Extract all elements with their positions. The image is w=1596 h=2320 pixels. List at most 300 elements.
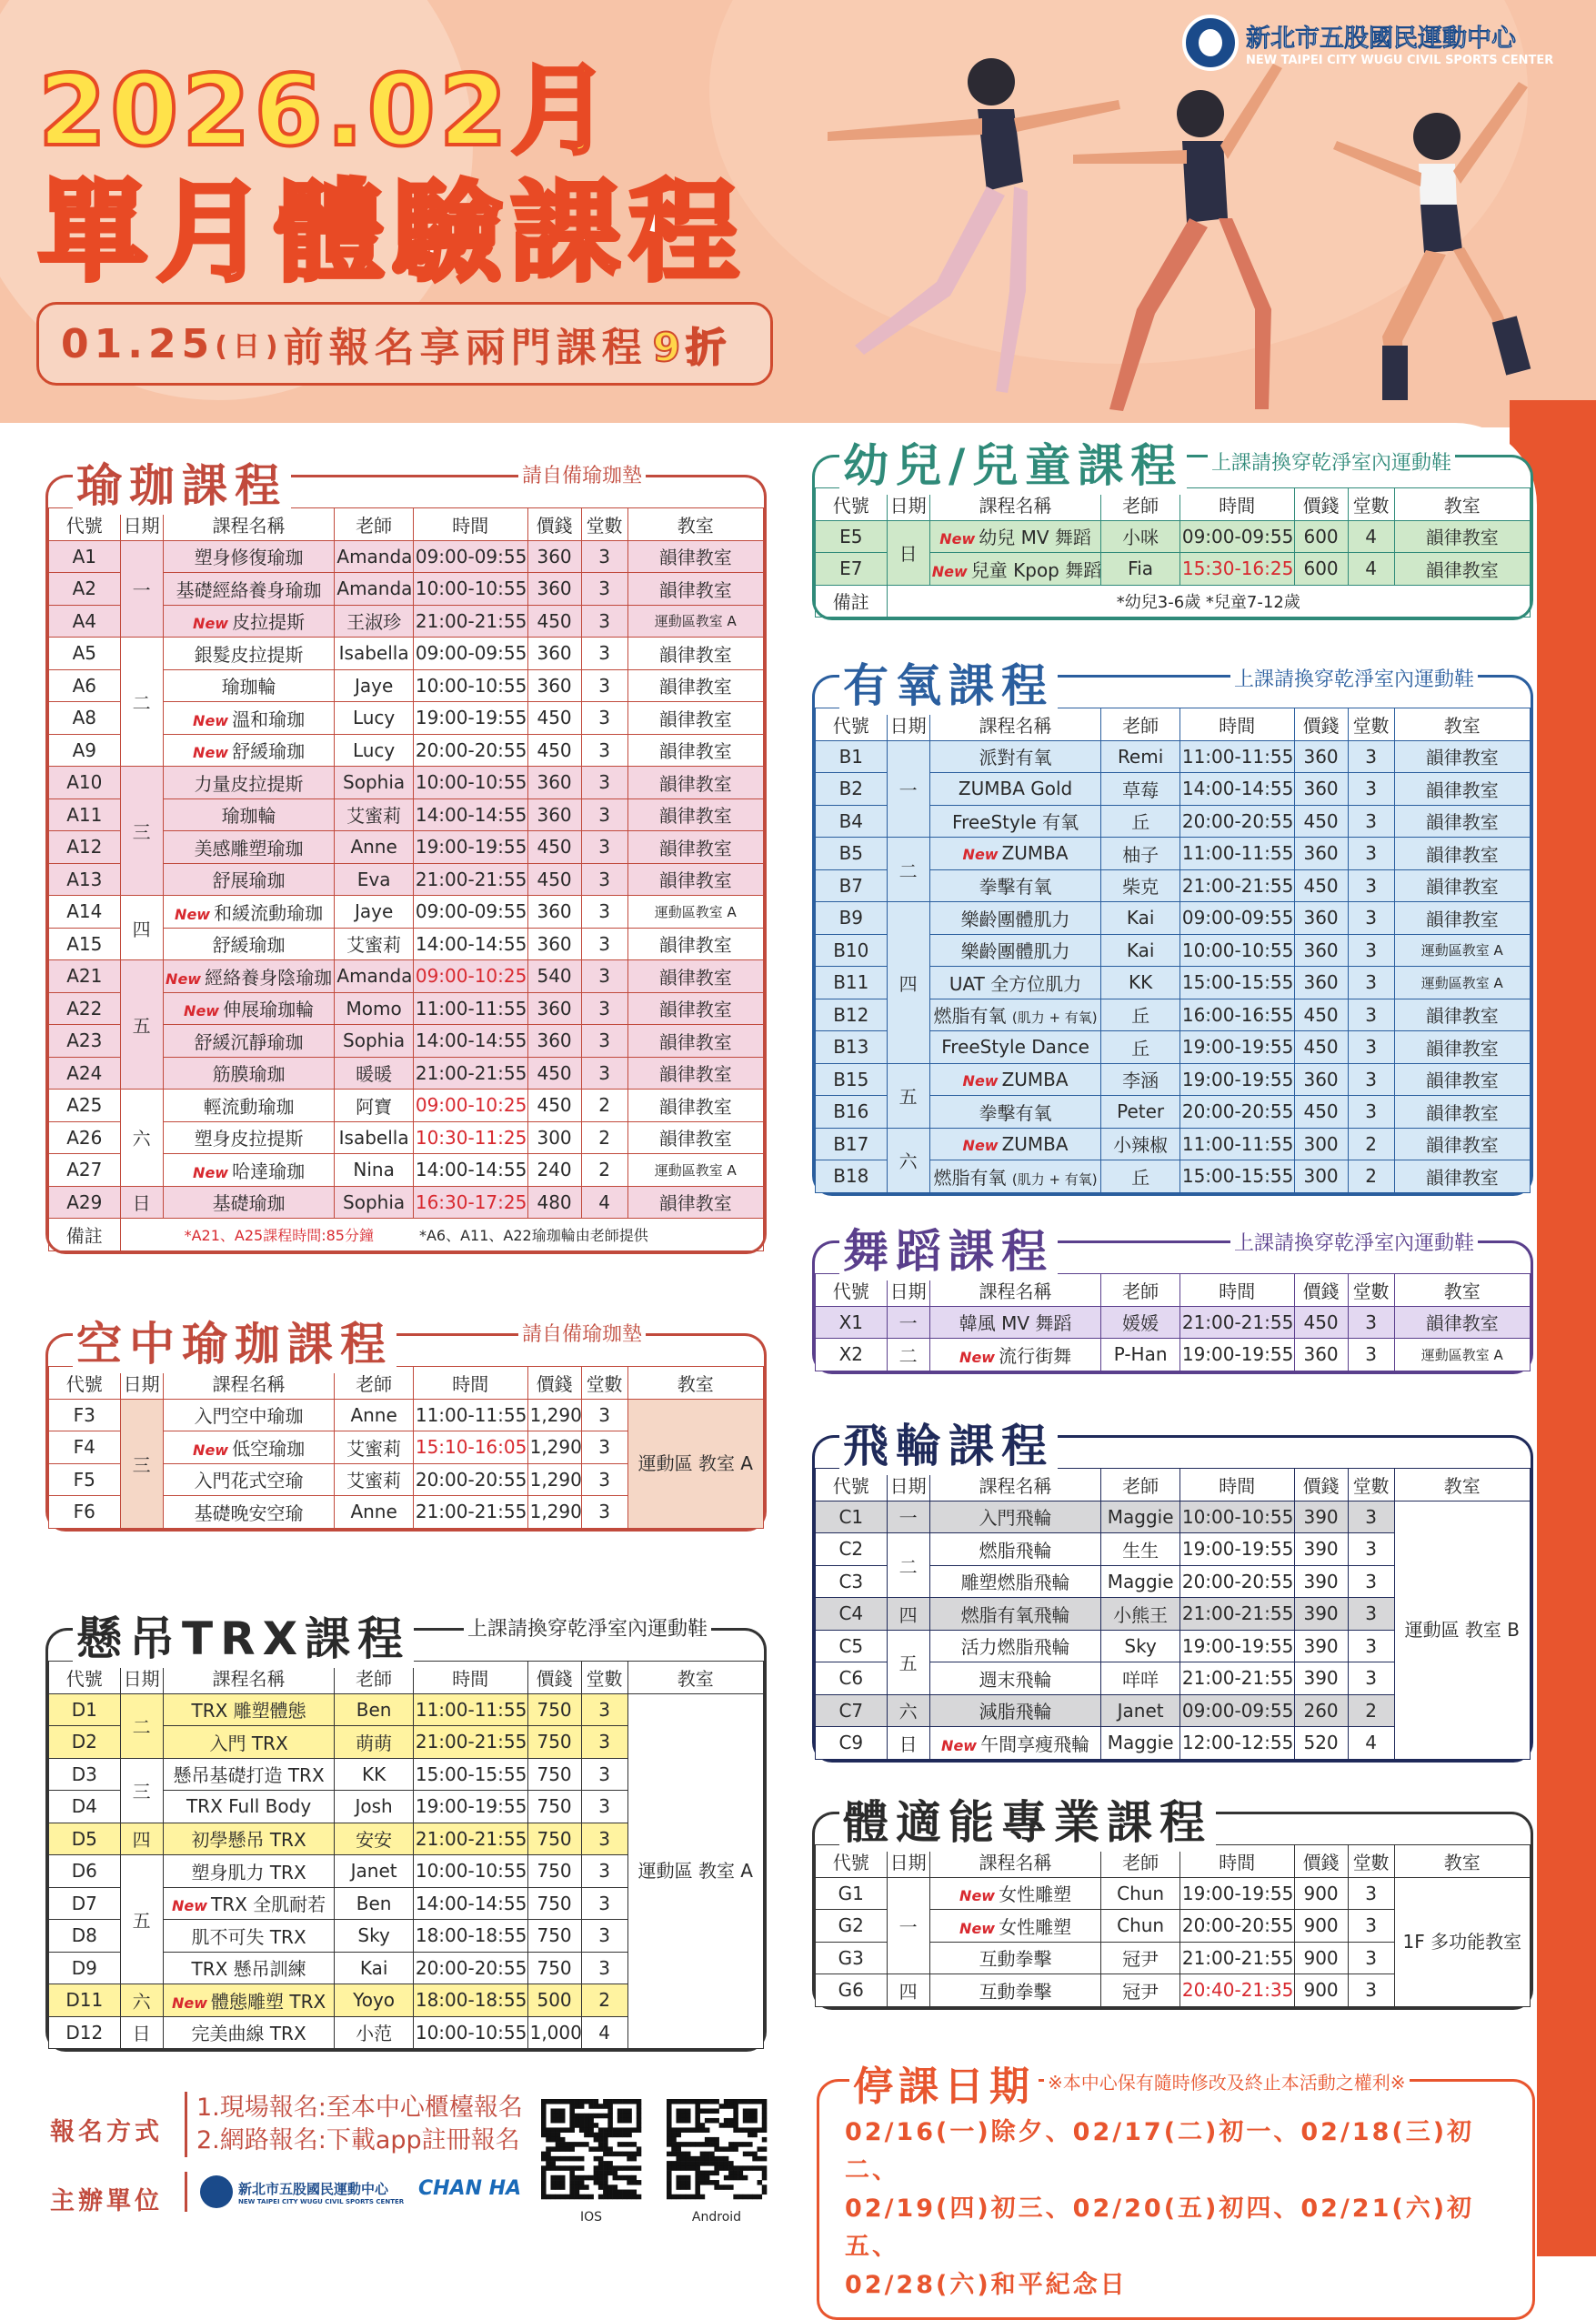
- course-sessions: 3: [1348, 1096, 1394, 1129]
- course-code: D11: [49, 1984, 121, 2017]
- closure-line: 02/28(六)和平紀念日: [845, 2271, 1128, 2299]
- course-title: 入門 TRX: [209, 1732, 288, 1754]
- remark-text: *幼兒3-6歲 *兒童7-12歲: [887, 585, 1530, 618]
- column-header: 時間: [1179, 488, 1294, 521]
- course-time: 09:00-10:25: [413, 960, 527, 993]
- course-code: A4: [49, 605, 121, 638]
- course-teacher: Sophia: [335, 767, 413, 799]
- dance-section: [812, 1213, 1533, 1374]
- course-sessions: 3: [1348, 967, 1394, 999]
- course-title: 互動拳擊: [979, 1980, 1052, 2003]
- remark-text: *A21、A25課程時間:85分鐘: [184, 1226, 374, 1244]
- promo-day: (日): [215, 331, 284, 363]
- course-time: 19:00-19:55: [1179, 1339, 1294, 1371]
- course-title: 力量皮拉提斯: [194, 772, 304, 795]
- course-price: 600: [1294, 553, 1348, 586]
- course-sessions: 3: [1348, 773, 1394, 806]
- course-day: 二: [887, 1533, 929, 1598]
- column-header: 時間: [413, 508, 527, 541]
- new-badge: New: [962, 1136, 999, 1154]
- course-code: B15: [816, 1063, 888, 1096]
- course-title: 女性雕塑: [999, 1915, 1072, 1938]
- course-price: 500: [527, 1984, 581, 2017]
- course-title: 美感雕塑瑜珈: [194, 837, 304, 859]
- course-code: A15: [49, 928, 121, 960]
- course-sessions: 3: [581, 960, 627, 993]
- course-title: 銀髮皮拉提斯: [194, 643, 304, 666]
- course-price: 450: [527, 734, 581, 767]
- course-time: 18:00-18:55: [413, 1984, 527, 2017]
- course-sessions: 3: [1348, 999, 1394, 1031]
- course-teacher: Josh: [335, 1791, 413, 1823]
- course-code: D4: [49, 1791, 121, 1823]
- course-room: 韻律教室: [1394, 1031, 1530, 1064]
- course-day: 四: [887, 1974, 929, 2007]
- course-sessions: 2: [581, 1121, 627, 1154]
- course-teacher: Nina: [335, 1154, 413, 1187]
- course-time: 15:10-16:05: [413, 1431, 527, 1464]
- course-room: 韻律教室: [627, 863, 763, 896]
- table-row: [49, 1186, 764, 1219]
- course-room: 運動區 教室 A: [627, 1693, 763, 2049]
- course-time: 21:00-21:55: [1179, 1942, 1294, 1974]
- course-price: 360: [527, 638, 581, 670]
- table-row: [816, 1063, 1531, 1096]
- course-price: 450: [527, 831, 581, 864]
- course-name: [163, 1186, 335, 1219]
- course-code: A11: [49, 798, 121, 831]
- course-title: FreeStyle 有氧: [952, 811, 1079, 834]
- course-day: 三: [120, 1399, 163, 1528]
- course-name: [929, 869, 1101, 902]
- android-label: Android: [691, 2210, 742, 2225]
- android-qr-code[interactable]: [667, 2099, 767, 2199]
- course-price: 360: [527, 573, 581, 606]
- course-room: 韻律教室: [1394, 520, 1530, 553]
- column-header: 堂數: [581, 1662, 627, 1694]
- column-header: 價錢: [1294, 708, 1348, 741]
- host-logo: [200, 2175, 404, 2208]
- course-teacher: 艾蜜莉: [335, 798, 413, 831]
- column-header: 教室: [1394, 488, 1530, 521]
- column-header: 價錢: [527, 508, 581, 541]
- course-time: 11:00-11:55: [1179, 1128, 1294, 1160]
- course-teacher: Chun: [1101, 1910, 1179, 1943]
- course-name: [929, 1096, 1101, 1129]
- course-name: [163, 540, 335, 573]
- course-price: 450: [1294, 1031, 1348, 1064]
- course-name: [163, 734, 335, 767]
- course-code: D3: [49, 1758, 121, 1791]
- course-teacher: KK: [335, 1758, 413, 1791]
- course-time: 15:00-15:55: [1179, 967, 1294, 999]
- course-price: 360: [527, 798, 581, 831]
- column-header: 堂數: [581, 1367, 627, 1400]
- course-code: B10: [816, 934, 888, 967]
- course-title: ZUMBA: [1001, 842, 1069, 865]
- course-name: [929, 967, 1101, 999]
- course-sessions: 3: [581, 1952, 627, 1984]
- aerobic-section-title: 有氧課程: [839, 649, 1058, 715]
- course-sessions: 3: [581, 1057, 627, 1090]
- course-sessions: 2: [581, 1154, 627, 1187]
- kids-section: [812, 427, 1533, 620]
- course-room: 韻律教室: [1394, 1306, 1530, 1339]
- course-name: [163, 798, 335, 831]
- course-teacher: Kai: [1101, 902, 1179, 935]
- course-day: 四: [887, 902, 929, 1064]
- course-time: 11:00-11:55: [1179, 740, 1294, 773]
- course-code: A12: [49, 831, 121, 864]
- course-code: B9: [816, 902, 888, 935]
- course-teacher: Anne: [335, 1399, 413, 1431]
- course-name: [163, 702, 335, 735]
- course-sessions: 2: [1348, 1160, 1394, 1193]
- course-sessions: 3: [581, 831, 627, 864]
- course-teacher: 生生: [1101, 1533, 1179, 1566]
- course-code: A25: [49, 1090, 121, 1122]
- course-price: 360: [1294, 967, 1348, 999]
- course-name: [163, 1399, 335, 1431]
- course-teacher: Anne: [335, 1496, 413, 1529]
- column-header: 價錢: [527, 1662, 581, 1694]
- table-row: [816, 1128, 1531, 1160]
- column-header: 日期: [120, 1662, 163, 1694]
- promo-banner: [36, 302, 773, 386]
- course-time: 21:00-21:55: [413, 605, 527, 638]
- course-code: G3: [816, 1942, 888, 1974]
- course-price: 900: [1294, 1974, 1348, 2007]
- course-price: 1,290: [527, 1431, 581, 1464]
- course-time: 21:00-21:55: [1179, 1306, 1294, 1339]
- course-code: D9: [49, 1952, 121, 1984]
- course-room: 韻律教室: [627, 1025, 763, 1058]
- course-sessions: 3: [581, 1791, 627, 1823]
- dancer-figure: [1333, 82, 1531, 400]
- column-header: 代號: [49, 1367, 121, 1400]
- course-day: 六: [120, 1090, 163, 1187]
- course-sessions: 2: [581, 1984, 627, 2017]
- column-header: 價錢: [1294, 1845, 1348, 1878]
- course-title: 舒緩沉靜瑜珈: [194, 1030, 304, 1053]
- course-code: C9: [816, 1727, 888, 1760]
- course-time: 10:00-10:55: [413, 1855, 527, 1888]
- column-header: 教室: [1394, 708, 1530, 741]
- course-teacher: 小辣椒: [1101, 1128, 1179, 1160]
- course-teacher: 冠尹: [1101, 1974, 1179, 2007]
- course-price: 390: [1294, 1501, 1348, 1533]
- course-sessions: 3: [581, 605, 627, 638]
- course-sessions: 3: [581, 1920, 627, 1953]
- course-day: 六: [887, 1694, 929, 1727]
- course-title: 韓風 MV 舞蹈: [959, 1312, 1072, 1335]
- course-name: [929, 1533, 1101, 1566]
- course-name: [929, 520, 1101, 553]
- column-header: 老師: [1101, 488, 1179, 521]
- promo-text: 前報名享兩門課程: [283, 325, 647, 371]
- column-header: 時間: [1179, 1469, 1294, 1501]
- new-badge: New: [193, 615, 229, 633]
- table-row: [816, 1339, 1531, 1371]
- course-title: ZUMBA Gold: [958, 778, 1073, 800]
- page-title-main: 單月體驗課程: [38, 170, 748, 296]
- course-teacher: Amanda: [335, 540, 413, 573]
- course-price: 360: [527, 669, 581, 702]
- course-time: 19:00-19:55: [413, 702, 527, 735]
- course-sessions: 3: [1348, 869, 1394, 902]
- course-room: 運動區教室 A: [627, 1154, 763, 1187]
- course-price: 360: [527, 992, 581, 1025]
- dancer-figure: [1073, 64, 1282, 411]
- table-row: [816, 1306, 1531, 1339]
- course-room: 韻律教室: [627, 992, 763, 1025]
- center-name: 新北市五股國民運動中心: [1246, 25, 1516, 53]
- host-name-en: NEW TAIPEI CITY WUGU CIVIL SPORTS CENTER: [238, 2197, 405, 2205]
- course-name: [929, 1662, 1101, 1695]
- new-badge: New: [193, 711, 229, 729]
- course-name: [929, 1694, 1101, 1727]
- course-time: 09:00-09:55: [1179, 902, 1294, 935]
- course-time: 09:00-09:55: [1179, 1694, 1294, 1727]
- course-name: [163, 2016, 335, 2049]
- column-header: 課程名稱: [929, 1845, 1101, 1878]
- column-header: 代號: [816, 1274, 888, 1307]
- course-sessions: 3: [581, 1726, 627, 1759]
- course-sessions: 3: [581, 992, 627, 1025]
- course-title: 週末飛輪: [979, 1668, 1052, 1691]
- course-title: 樂齡團體肌力: [960, 908, 1070, 930]
- course-title: 瑜珈輪: [221, 676, 276, 698]
- course-teacher: Peter: [1101, 1096, 1179, 1129]
- course-title: 燃脂有氧: [933, 1166, 1007, 1189]
- course-sessions: 3: [581, 702, 627, 735]
- course-title: UAT 全方位肌力: [949, 972, 1082, 995]
- course-name: [163, 960, 335, 993]
- course-teacher: Lucy: [335, 734, 413, 767]
- course-name: [163, 638, 335, 670]
- course-room: 韻律教室: [627, 669, 763, 702]
- course-price: 360: [1294, 838, 1348, 870]
- course-code: A29: [49, 1186, 121, 1219]
- course-title: ZUMBA: [1001, 1132, 1069, 1155]
- spin-table: [815, 1468, 1531, 1760]
- course-room: 韻律教室: [1394, 553, 1530, 586]
- course-title: 筋膜瑜珈: [212, 1063, 286, 1086]
- column-header: 代號: [816, 708, 888, 741]
- course-subtitle: (肌力 + 有氧): [1011, 1170, 1098, 1188]
- course-teacher: 丘: [1101, 805, 1179, 838]
- course-code: E5: [816, 520, 888, 553]
- course-time: 09:00-09:55: [413, 540, 527, 573]
- register-method: 2.網路報名:下載app註冊報名: [196, 2126, 520, 2154]
- ios-qr-code[interactable]: [541, 2099, 641, 2199]
- ios-label: IOS: [579, 2210, 603, 2225]
- column-header: 課程名稱: [929, 1469, 1101, 1501]
- course-code: X1: [816, 1306, 888, 1339]
- course-price: 300: [527, 1121, 581, 1154]
- course-teacher: Ben: [335, 1887, 413, 1920]
- column-header: 日期: [887, 1845, 929, 1878]
- course-time: 19:00-19:55: [1179, 1630, 1294, 1662]
- column-header: 價錢: [1294, 1469, 1348, 1501]
- course-name: [929, 1063, 1101, 1096]
- course-teacher: 王淑珍: [335, 605, 413, 638]
- closure-line: 02/16(一)除夕、02/17(二)初一、02/18(三)初二、: [845, 2118, 1475, 2184]
- course-time: 21:00-21:55: [413, 1823, 527, 1855]
- course-code: C3: [816, 1565, 888, 1598]
- new-badge: New: [959, 1919, 996, 1937]
- course-time: 10:00-10:55: [1179, 934, 1294, 967]
- course-time: 19:00-19:55: [1179, 1031, 1294, 1064]
- course-code: B1: [816, 740, 888, 773]
- dancer-figure: [828, 58, 1120, 393]
- course-sessions: 3: [581, 1855, 627, 1888]
- course-title: 基礎經絡養身瑜珈: [176, 578, 322, 601]
- course-room: 韻律教室: [627, 831, 763, 864]
- course-name: [163, 1154, 335, 1187]
- course-code: C2: [816, 1533, 888, 1566]
- course-price: 900: [1294, 1877, 1348, 1910]
- course-name: [163, 1791, 335, 1823]
- column-header: 老師: [335, 508, 413, 541]
- course-price: 390: [1294, 1630, 1348, 1662]
- new-badge: New: [939, 530, 976, 548]
- course-room: 運動區教室 A: [1394, 967, 1530, 999]
- course-sessions: 3: [581, 767, 627, 799]
- remark-label: 備註: [816, 585, 888, 618]
- course-price: 600: [1294, 520, 1348, 553]
- course-room: 韻律教室: [627, 734, 763, 767]
- course-time: 20:00-20:55: [1179, 1096, 1294, 1129]
- course-teacher: 安安: [335, 1823, 413, 1855]
- course-day: 日: [887, 1727, 929, 1760]
- course-code: B2: [816, 773, 888, 806]
- course-teacher: 草莓: [1101, 773, 1179, 806]
- course-time: 10:00-10:55: [413, 669, 527, 702]
- course-teacher: 冠尹: [1101, 1942, 1179, 1974]
- course-name: [163, 1121, 335, 1154]
- center-name-en: NEW TAIPEI CITY WUGU CIVIL SPORTS CENTER: [1246, 54, 1554, 67]
- course-name: [163, 928, 335, 960]
- course-sessions: 3: [581, 573, 627, 606]
- column-header: 時間: [1179, 1845, 1294, 1878]
- course-title: 經絡養身陰瑜珈: [205, 966, 333, 989]
- dance-section-note: 上課請換穿乾淨室內運動鞋: [1230, 1228, 1478, 1256]
- course-code: D12: [49, 2016, 121, 2049]
- course-time: 19:00-19:55: [1179, 1877, 1294, 1910]
- course-teacher: Yoyo: [335, 1984, 413, 2017]
- column-header: 日期: [887, 488, 929, 521]
- course-sessions: 4: [581, 1186, 627, 1219]
- course-name: [929, 740, 1101, 773]
- course-sessions: 3: [1348, 902, 1394, 935]
- course-name: [163, 1463, 335, 1496]
- register-label: 報名方式: [50, 2118, 163, 2146]
- course-time: 21:00-21:55: [413, 1726, 527, 1759]
- course-time: 19:00-19:55: [413, 831, 527, 864]
- course-time: 21:00-21:55: [413, 1057, 527, 1090]
- course-sessions: 3: [1348, 1306, 1394, 1339]
- yoga-section-note: 請自備瑜珈墊: [518, 460, 646, 488]
- column-header: 日期: [120, 1367, 163, 1400]
- course-room: 韻律教室: [627, 1057, 763, 1090]
- new-badge: New: [175, 905, 211, 923]
- course-title: 基礎晚安空瑜: [194, 1501, 304, 1524]
- course-sessions: 3: [1348, 1598, 1394, 1631]
- course-code: F4: [49, 1431, 121, 1464]
- yoga-section: [45, 447, 767, 1254]
- course-time: 14:00-14:55: [413, 798, 527, 831]
- course-sessions: 3: [581, 798, 627, 831]
- course-time: 10:30-11:25: [413, 1121, 527, 1154]
- course-price: 360: [1294, 773, 1348, 806]
- course-name: [929, 1501, 1101, 1533]
- course-sessions: 3: [581, 1758, 627, 1791]
- column-header: 日期: [887, 1469, 929, 1501]
- course-title: 派對有氧: [979, 747, 1052, 769]
- course-teacher: Jaye: [335, 669, 413, 702]
- course-room: 韻律教室: [1394, 1063, 1530, 1096]
- course-price: 450: [527, 863, 581, 896]
- host-label: 主辦單位: [50, 2187, 163, 2215]
- course-time: 10:00-10:55: [413, 767, 527, 799]
- course-price: 750: [527, 1758, 581, 1791]
- course-price: 360: [1294, 1339, 1348, 1371]
- table-row: [816, 520, 1531, 553]
- course-day: 三: [120, 767, 163, 896]
- course-name: [163, 896, 335, 929]
- course-sessions: 3: [1348, 1662, 1394, 1695]
- aerial-section-note: 請自備瑜珈墊: [518, 1319, 646, 1347]
- aerial-section-title: 空中瑜珈課程: [73, 1308, 396, 1373]
- course-name: [163, 1431, 335, 1464]
- dance-section-title: 舞蹈課程: [839, 1215, 1058, 1281]
- kids-section-note: 上課請換穿乾淨室內運動鞋: [1208, 447, 1455, 476]
- course-time: 12:00-12:55: [1179, 1727, 1294, 1760]
- course-title: 樂齡團體肌力: [960, 940, 1070, 963]
- course-teacher: Janet: [335, 1855, 413, 1888]
- course-teacher: 柴克: [1101, 869, 1179, 902]
- new-badge: New: [959, 1348, 996, 1366]
- course-sessions: 3: [581, 669, 627, 702]
- course-teacher: 艾蜜莉: [335, 1431, 413, 1464]
- course-name: [163, 1496, 335, 1529]
- course-teacher: 柚子: [1101, 838, 1179, 870]
- course-price: 390: [1294, 1565, 1348, 1598]
- course-name: [929, 773, 1101, 806]
- course-time: 21:00-21:55: [413, 863, 527, 896]
- course-room: 韻律教室: [1394, 1128, 1530, 1160]
- course-time: 14:00-14:55: [413, 1887, 527, 1920]
- course-price: 360: [527, 928, 581, 960]
- new-badge: New: [166, 969, 202, 988]
- column-header: 課程名稱: [163, 1662, 335, 1694]
- course-title: 塑身皮拉提斯: [194, 1128, 304, 1150]
- course-price: 300: [1294, 1128, 1348, 1160]
- course-code: D1: [49, 1693, 121, 1726]
- course-sessions: 3: [1348, 1910, 1394, 1943]
- course-teacher: Chun: [1101, 1877, 1179, 1910]
- course-title: 午間享瘦飛輪: [980, 1732, 1090, 1755]
- course-name: [163, 1025, 335, 1058]
- course-name: [163, 1855, 335, 1888]
- course-price: 1,290: [527, 1463, 581, 1496]
- course-sessions: 3: [1348, 1630, 1394, 1662]
- course-teacher: 媛媛: [1101, 1306, 1179, 1339]
- course-room: 韻律教室: [627, 960, 763, 993]
- kids-table: [815, 487, 1531, 618]
- closure-title: 停課日期: [849, 2054, 1039, 2112]
